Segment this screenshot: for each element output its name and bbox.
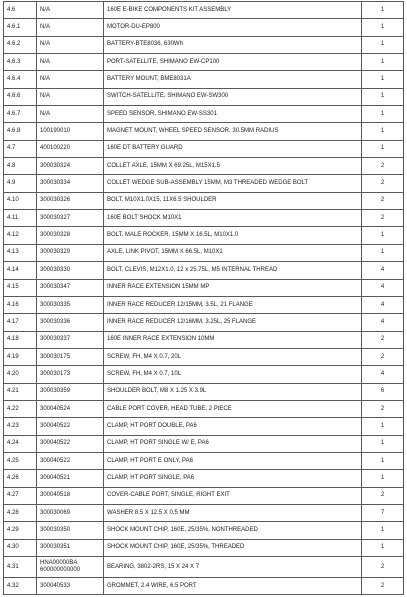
quantity-cell: 2 [362, 158, 404, 175]
table-row [4, 158, 404, 175]
item-number-cell: 4.13 [4, 244, 37, 261]
table-row [4, 383, 404, 400]
quantity-cell: 2 [362, 210, 404, 227]
quantity-cell: 1 [362, 88, 404, 105]
table-row [4, 2, 404, 19]
part-number-cell: 300030329 [37, 244, 104, 261]
table-row [4, 504, 404, 521]
description-cell: 160E E-BIKE COMPONENTS KIT ASSEMBLY [104, 2, 362, 19]
part-number-cell: 300040521 [37, 470, 104, 487]
part-number-cell: 100190010 [37, 123, 104, 140]
quantity-cell: 2 [362, 192, 404, 209]
description-cell: SCREW, FH, M4 X 0.7, 10L [104, 366, 362, 383]
table-row [4, 279, 404, 296]
description-cell: MAGNET MOUNT, WHEEL SPEED SENSOR, 30.5MM RADIUS [104, 123, 362, 140]
item-number-cell: 4.22 [4, 400, 37, 417]
quantity-cell: 1 [362, 2, 404, 19]
description-cell: SHOULDER BOLT, M8 X 1.25 X 3.9L [104, 383, 362, 400]
part-number-cell: 300030335 [37, 296, 104, 313]
item-number-cell: 4.32 [4, 578, 37, 595]
part-number-cell: 300030173 [37, 366, 104, 383]
table-row [4, 54, 404, 71]
table-row [4, 227, 404, 244]
description-cell: BATTERY-BTE8036, 630Wh [104, 36, 362, 53]
part-number-cell: 300030330 [37, 262, 104, 279]
table-row [4, 123, 404, 140]
part-number-cell: 300030175 [37, 348, 104, 365]
quantity-cell: 4 [362, 296, 404, 313]
item-number-cell: 4.6.6 [4, 88, 37, 105]
quantity-cell: 1 [362, 19, 404, 36]
table-row [4, 314, 404, 331]
quantity-cell: 1 [362, 36, 404, 53]
quantity-cell: 1 [362, 123, 404, 140]
item-number-cell: 4.16 [4, 296, 37, 313]
description-cell: COLLET AXLE, 15MM X 69.25L, M15X1.5 [104, 158, 362, 175]
item-number-cell: 4.19 [4, 348, 37, 365]
quantity-cell: 6 [362, 383, 404, 400]
quantity-cell: 2 [362, 400, 404, 417]
quantity-cell: 2 [362, 487, 404, 504]
part-number-cell: 300030347 [37, 279, 104, 296]
part-number-cell: N/A [37, 19, 104, 36]
description-cell: 160E INNER RACE EXTENSION 10MM [104, 331, 362, 348]
item-number-cell: 4.24 [4, 435, 37, 452]
quantity-cell: 2 [362, 331, 404, 348]
item-number-cell: 4.17 [4, 314, 37, 331]
table-row [4, 418, 404, 435]
item-number-cell: 4.29 [4, 522, 37, 539]
description-cell: SHOCK MOUNT CHIP, 160E, 25/35%, NONTHREADED [104, 522, 362, 539]
quantity-cell: 1 [362, 54, 404, 71]
quantity-cell: 1 [362, 418, 404, 435]
part-number-cell: 300040522 [37, 435, 104, 452]
description-cell: WASHER 8.5 X 12.5 X 0.5 MM [104, 504, 362, 521]
table-row [4, 557, 404, 578]
item-number-cell: 4.21 [4, 383, 37, 400]
table-row [4, 210, 404, 227]
table-row [4, 88, 404, 105]
quantity-cell: 1 [362, 106, 404, 123]
quantity-cell: 7 [362, 504, 404, 521]
part-number-cell: 300030350 [37, 522, 104, 539]
description-cell: MOTOR-DU-EP800 [104, 19, 362, 36]
description-cell: INNER RACE EXTENSION 15MM MP [104, 279, 362, 296]
part-number-cell: N/A [37, 54, 104, 71]
quantity-cell: 2 [362, 557, 404, 578]
table-row [4, 452, 404, 469]
item-number-cell: 4.6.4 [4, 71, 37, 88]
item-number-cell: 4.15 [4, 279, 37, 296]
table-row [4, 192, 404, 209]
part-number-cell: 400100220 [37, 140, 104, 157]
item-number-cell: 4.31 [4, 557, 37, 578]
table-row [4, 435, 404, 452]
description-cell: SPEED SENSOR, SHIMANO EW-SS301 [104, 106, 362, 123]
part-number-cell: 300030326 [37, 192, 104, 209]
quantity-cell: 1 [362, 71, 404, 88]
description-cell: AXLE, LINK PIVOT, 15MM X 66.5L, M10X1 [104, 244, 362, 261]
table-row [4, 400, 404, 417]
part-number-cell: 300030359 [37, 383, 104, 400]
description-cell: CLAMP, HT PORT E ONLY, PA6 [104, 452, 362, 469]
table-row [4, 331, 404, 348]
item-number-cell: 4.28 [4, 504, 37, 521]
item-number-cell: 4.27 [4, 487, 37, 504]
item-number-cell: 4.30 [4, 539, 37, 556]
quantity-cell: 1 [362, 244, 404, 261]
description-cell: BATTERY MOUNT, BME8031A [104, 71, 362, 88]
item-number-cell: 4.6 [4, 2, 37, 19]
item-number-cell: 4.8 [4, 158, 37, 175]
quantity-cell: 2 [362, 578, 404, 595]
part-number-cell: 300030327 [37, 210, 104, 227]
table-row [4, 366, 404, 383]
item-number-cell: 4.26 [4, 470, 37, 487]
description-cell: BOLT, CLEVIS, M12X1.0, 12 x 25.75L, M5 INTERNAL THREAD [104, 262, 362, 279]
item-number-cell: 4.20 [4, 366, 37, 383]
part-number-cell: N/A [37, 106, 104, 123]
part-number-cell: 300030337 [37, 331, 104, 348]
quantity-cell: 1 [362, 522, 404, 539]
quantity-cell: 4 [362, 262, 404, 279]
item-number-cell: 4.23 [4, 418, 37, 435]
parts-table [3, 1, 404, 595]
table-row [4, 106, 404, 123]
description-cell: GROMMET, 2.4 WIRE, 6.5 PORT [104, 578, 362, 595]
description-cell: CLAMP, HT PORT SINGLE W/ E, PA6 [104, 435, 362, 452]
table-row [4, 539, 404, 556]
quantity-cell: 1 [362, 227, 404, 244]
part-number-cell: N/A [37, 88, 104, 105]
description-cell: CABLE PORT COVER, HEAD TUBE, 2 PIECE [104, 400, 362, 417]
table-row [4, 522, 404, 539]
quantity-cell: 1 [362, 539, 404, 556]
quantity-cell: 2 [362, 175, 404, 192]
table-row [4, 244, 404, 261]
part-number-cell: 300030324 [37, 158, 104, 175]
item-number-cell: 4.25 [4, 452, 37, 469]
part-number-cell: 300030334 [37, 175, 104, 192]
table-row [4, 487, 404, 504]
quantity-cell: 1 [362, 470, 404, 487]
table-row [4, 348, 404, 365]
description-cell: CLAMP, HT PORT DOUBLE, PA6 [104, 418, 362, 435]
quantity-cell: 4 [362, 366, 404, 383]
table-row [4, 175, 404, 192]
description-cell: BOLT, MALE ROCKER, 15MM X 16.5L, M10X1.0 [104, 227, 362, 244]
item-number-cell: 4.6.2 [4, 36, 37, 53]
table-row [4, 470, 404, 487]
item-number-cell: 4.9 [4, 175, 37, 192]
table-row [4, 296, 404, 313]
item-number-cell: 4.11 [4, 210, 37, 227]
description-cell: PORT-SATELLITE, SHIMANO EW-CP100 [104, 54, 362, 71]
description-cell: CLAMP, HT PORT SINGLE, PA6 [104, 470, 362, 487]
quantity-cell: 2 [362, 348, 404, 365]
part-number-cell: N/A [37, 71, 104, 88]
part-number-cell: HNA00000BA 600000000000 [37, 557, 104, 578]
description-cell: INNER RACE REDUCER 12/15MM, 3.5L, 21 FLANGE [104, 296, 362, 313]
description-cell: 160E BOLT SHOCK M10X1 [104, 210, 362, 227]
description-cell: 160E DT BATTERY GUARD [104, 140, 362, 157]
item-number-cell: 4.6.7 [4, 106, 37, 123]
description-cell: COLLET WEDGE SUB-ASSEMBLY 15MM, M3 THREADED WEDGE BOLT [104, 175, 362, 192]
item-number-cell: 4.6.8 [4, 123, 37, 140]
table-row [4, 36, 404, 53]
quantity-cell: 1 [362, 452, 404, 469]
quantity-cell: 1 [362, 140, 404, 157]
part-number-cell: 300040522 [37, 418, 104, 435]
description-cell: BEARING, 3802-2RS, 15 X 24 X 7 [104, 557, 362, 578]
table-row [4, 140, 404, 157]
item-number-cell: 4.12 [4, 227, 37, 244]
part-number-cell: N/A [37, 36, 104, 53]
description-cell: SHOCK MOUNT CHIP, 160E, 25/35%, THREADED [104, 539, 362, 556]
description-cell: BOLT, M10X1.0X15, 11X6.5 SHOULDER [104, 192, 362, 209]
item-number-cell: 4.6.3 [4, 54, 37, 71]
table-row [4, 578, 404, 595]
part-number-cell: 300040533 [37, 578, 104, 595]
parts-list-sheet [3, 1, 404, 595]
table-row [4, 19, 404, 36]
table-row [4, 262, 404, 279]
description-cell: SCREW, FH, M4 X 0.7, 20L [104, 348, 362, 365]
parts-table-body [4, 2, 404, 595]
part-number-cell: 300030328 [37, 227, 104, 244]
item-number-cell: 4.7 [4, 140, 37, 157]
part-number-cell: 300040522 [37, 452, 104, 469]
part-number-cell: 300040518 [37, 487, 104, 504]
item-number-cell: 4.14 [4, 262, 37, 279]
quantity-cell: 4 [362, 314, 404, 331]
quantity-cell: 4 [362, 279, 404, 296]
description-cell: SWITCH-SATELLITE, SHIMANO EW-SW300 [104, 88, 362, 105]
item-number-cell: 4.18 [4, 331, 37, 348]
description-cell: COVER-CABLE PORT, SINGLE, RIGHT EXIT [104, 487, 362, 504]
part-number-cell: N/A [37, 2, 104, 19]
description-cell: INNER RACE REDUCER 12/16MM, 3.25L, 25 FLANGE [104, 314, 362, 331]
part-number-cell: 300030336 [37, 314, 104, 331]
part-number-cell: 300030351 [37, 539, 104, 556]
part-number-cell: 300030069 [37, 504, 104, 521]
item-number-cell: 4.10 [4, 192, 37, 209]
item-number-cell: 4.6.1 [4, 19, 37, 36]
table-row [4, 71, 404, 88]
part-number-cell: 300040524 [37, 400, 104, 417]
quantity-cell: 1 [362, 435, 404, 452]
